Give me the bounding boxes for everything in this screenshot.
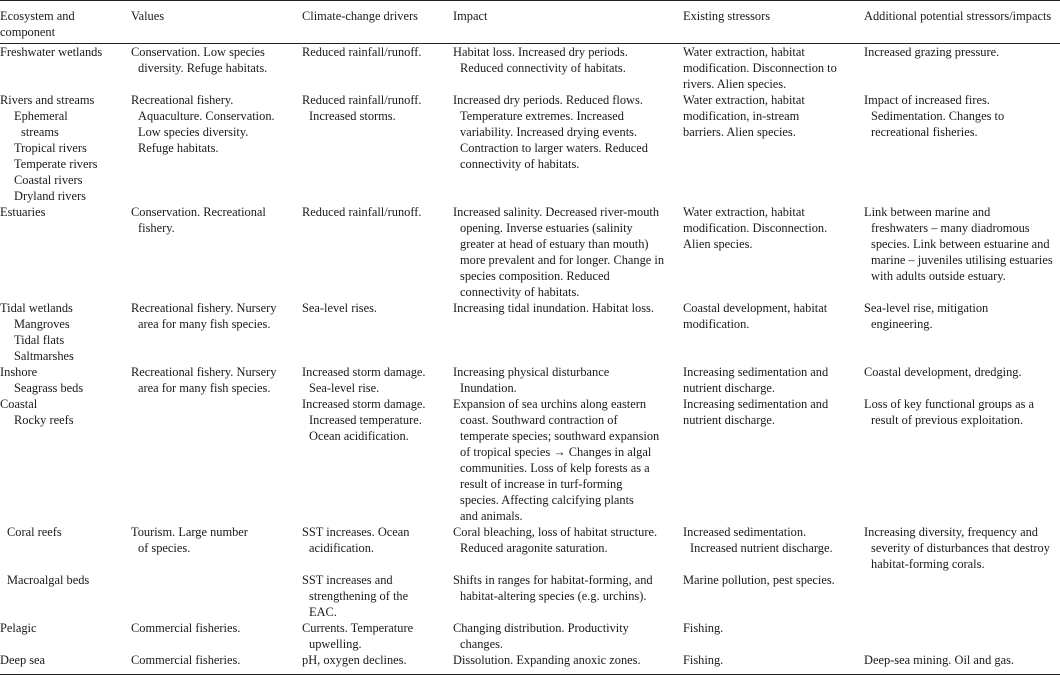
cell-line: Coastal development, dredging. — [864, 365, 1022, 379]
cell-line: Water extraction, habitat — [683, 93, 805, 107]
cell-line: Saltmarshes — [14, 349, 74, 363]
cell-line: Water extraction, habitat — [683, 45, 805, 59]
cell-line: Impact of increased fires. — [864, 93, 990, 107]
cell-line: Increased dry periods. Reduced flows. — [453, 93, 643, 107]
cell-line: habitat-altering species (e.g. urchins). — [460, 589, 647, 603]
cell-line: strengthening of the — [309, 589, 409, 603]
cell-line: Increasing physical disturbance — [453, 365, 610, 379]
cell-line: Mangroves — [14, 317, 70, 331]
cell-line: Recreational fishery. Nursery — [131, 365, 277, 379]
cell-impact — [453, 204, 683, 300]
cell-existing-stressors — [683, 364, 864, 396]
cell-line: species. Affecting calcifying plants — [460, 493, 634, 507]
cell-line: species composition. Reduced — [460, 269, 610, 283]
header-drivers — [302, 1, 453, 44]
cell-line: Loss of key functional groups as a — [864, 397, 1034, 411]
cell-line: Increasing sedimentation and — [683, 397, 829, 411]
cell-line: freshwaters – many diadromous — [871, 221, 1030, 235]
cell-existing-stressors — [683, 572, 864, 620]
cell-impact — [453, 620, 683, 652]
cell-drivers — [302, 620, 453, 652]
cell-ecosystem — [0, 396, 131, 524]
cell-impact — [453, 396, 683, 524]
cell-values — [131, 364, 302, 396]
cell-line: Reduced rainfall/runoff. — [302, 93, 422, 107]
cell-line: Seagrass beds — [14, 381, 84, 395]
cell-existing-stressors — [683, 300, 864, 364]
cell-line: Link between marine and — [864, 205, 991, 219]
cell-line: Inundation. — [460, 381, 517, 395]
header-ecosystem — [0, 1, 131, 44]
cell-drivers — [302, 44, 453, 93]
cell-line: species. Link between estuarine and — [871, 237, 1050, 251]
cell-additional-stressors — [864, 620, 1060, 652]
header-text: component — [0, 25, 56, 39]
cell-values — [131, 620, 302, 652]
cell-additional-stressors — [864, 572, 1060, 620]
cell-line: fishery. — [138, 221, 175, 235]
cell-line: streams — [21, 125, 59, 139]
cell-line: Freshwater wetlands — [0, 45, 103, 59]
cell-line: EAC. — [309, 605, 337, 619]
cell-drivers — [302, 652, 453, 674]
cell-line: Increased salinity. Decreased river-mouth — [453, 205, 660, 219]
cell-line: Increased nutrient discharge. — [690, 541, 833, 555]
cell-line: Coral bleaching, loss of habitat structure. — [453, 525, 658, 539]
cell-line: Commercial fisheries. — [131, 653, 241, 667]
cell-line: Refuge habitats. — [138, 141, 219, 155]
cell-line: modification, in-stream — [683, 109, 800, 123]
cell-ecosystem — [0, 300, 131, 364]
cell-line: recreational fisheries. — [871, 125, 978, 139]
table-row — [0, 204, 1060, 300]
cell-line: Changing distribution. Productivity — [453, 621, 629, 635]
cell-line: Recreational fishery. Nursery — [131, 301, 277, 315]
table-row — [0, 396, 1060, 524]
cell-line: Currents. Temperature — [302, 621, 414, 635]
cell-line: Recreational fishery. — [131, 93, 234, 107]
cell-line: engineering. — [871, 317, 933, 331]
cell-additional-stressors — [864, 92, 1060, 204]
cell-line: Marine pollution, pest species. — [683, 573, 835, 587]
cell-impact — [453, 524, 683, 572]
header-text: Additional potential stressors/impacts — [864, 9, 1052, 23]
cell-impact — [453, 652, 683, 674]
cell-line: Increasing diversity, frequency and — [864, 525, 1038, 539]
cell-line: area for many fish species. — [138, 381, 271, 395]
cell-line: Rivers and streams — [0, 93, 95, 107]
cell-line: Rocky reefs — [14, 413, 74, 427]
header-text: Ecosystem and — [0, 9, 75, 23]
cell-line: Increased grazing pressure. — [864, 45, 1000, 59]
cell-line: Deep sea — [0, 653, 46, 667]
cell-drivers — [302, 524, 453, 572]
cell-line: Tropical rivers — [14, 141, 87, 155]
cell-line: Sedimentation. Changes to — [871, 109, 1005, 123]
cell-ecosystem — [0, 44, 131, 93]
cell-line: barriers. Alien species. — [683, 125, 796, 139]
cell-ecosystem — [0, 364, 131, 396]
cell-values — [131, 652, 302, 674]
header-values — [131, 1, 302, 44]
cell-existing-stressors — [683, 524, 864, 572]
cell-impact — [453, 572, 683, 620]
cell-line: more prevalent and for longer. Change in — [460, 253, 665, 267]
cell-line: variability. Increased drying events. — [460, 125, 638, 139]
table-row — [0, 652, 1060, 674]
cell-line: marine – juveniles utilising estuaries — [871, 253, 1053, 267]
cell-ecosystem — [0, 92, 131, 204]
cell-values — [131, 44, 302, 93]
cell-line: Increasing sedimentation and — [683, 365, 829, 379]
header-text: Impact — [453, 9, 488, 23]
cell-line: Reduced rainfall/runoff. — [302, 45, 422, 59]
cell-line: Reduced rainfall/runoff. — [302, 205, 422, 219]
cell-line: Aquaculture. Conservation. — [138, 109, 275, 123]
cell-line: Pelagic — [0, 621, 37, 635]
header-text: Existing stressors — [683, 9, 771, 23]
cell-line: nutrient discharge. — [683, 413, 775, 427]
cell-line: modification. Disconnection. — [683, 221, 828, 235]
cell-drivers — [302, 572, 453, 620]
cell-ecosystem — [0, 524, 131, 572]
cell-existing-stressors — [683, 652, 864, 674]
cell-line: Dissolution. Expanding anoxic zones. — [453, 653, 641, 667]
cell-line: Contraction to larger waters. Reduced — [460, 141, 648, 155]
cell-line: modification. — [683, 317, 750, 331]
cell-line: connectivity of habitats. — [460, 285, 580, 299]
cell-line: Reduced connectivity of habitats. — [460, 61, 626, 75]
cell-line: Increased storm damage. — [302, 365, 426, 379]
cell-line: rivers. Alien species. — [683, 77, 787, 91]
table-row — [0, 524, 1060, 572]
cell-drivers — [302, 300, 453, 364]
cell-line: Sea-level rise, mitigation — [864, 301, 989, 315]
cell-line: Coastal development, habitat — [683, 301, 828, 315]
table-row — [0, 620, 1060, 652]
header-text: Values — [131, 9, 165, 23]
header-impact — [453, 1, 683, 44]
cell-existing-stressors — [683, 620, 864, 652]
cell-line: acidification. — [309, 541, 375, 555]
cell-line: Increased storm damage. — [302, 397, 426, 411]
cell-drivers — [302, 204, 453, 300]
cell-line: Dryland rivers — [14, 189, 86, 203]
cell-line: Coral reefs — [7, 525, 62, 539]
cell-line: Fishing. — [683, 621, 724, 635]
cell-impact — [453, 44, 683, 93]
cell-line: SST increases. Ocean — [302, 525, 410, 539]
cell-values — [131, 92, 302, 204]
cell-line: area for many fish species. — [138, 317, 271, 331]
cell-ecosystem — [0, 620, 131, 652]
cell-ecosystem — [0, 204, 131, 300]
cell-values — [131, 300, 302, 364]
cell-line: Alien species. — [683, 237, 753, 251]
cell-drivers — [302, 364, 453, 396]
cell-line: Conservation. Recreational — [131, 205, 266, 219]
table-row — [0, 572, 1060, 620]
cell-line: of tropical species → Changes in algal — [460, 445, 652, 459]
cell-line: connectivity of habitats. — [460, 157, 580, 171]
cell-drivers — [302, 396, 453, 524]
cell-line: diversity. Refuge habitats. — [138, 61, 268, 75]
cell-line: temperate species; southward expansion — [460, 429, 660, 443]
cell-line: greater at head of estuary than mouth) — [460, 237, 649, 251]
cell-line: Tidal wetlands — [0, 301, 73, 315]
cell-line: Reduced aragonite saturation. — [460, 541, 608, 555]
cell-line: Habitat loss. Increased dry periods. — [453, 45, 628, 59]
cell-line: Increased storms. — [309, 109, 396, 123]
cell-line: SST increases and — [302, 573, 393, 587]
cell-line: Coastal rivers — [14, 173, 83, 187]
cell-line: result of increase in turf-forming — [460, 477, 623, 491]
cell-line: with adults outside estuary. — [871, 269, 1006, 283]
cell-line: pH, oxygen declines. — [302, 653, 407, 667]
cell-values — [131, 572, 302, 620]
cell-line: Inshore — [0, 365, 38, 379]
header-text: Climate-change drivers — [302, 9, 418, 23]
cell-existing-stressors — [683, 204, 864, 300]
cell-drivers — [302, 92, 453, 204]
cell-line: upwelling. — [309, 637, 362, 651]
table-row — [0, 300, 1060, 364]
cell-line: Increased temperature. — [309, 413, 422, 427]
table-body — [0, 44, 1060, 675]
cell-existing-stressors — [683, 396, 864, 524]
cell-line: Temperature extremes. Increased — [460, 109, 624, 123]
cell-existing-stressors — [683, 92, 864, 204]
cell-additional-stressors — [864, 364, 1060, 396]
header-additional-stressors — [864, 1, 1060, 44]
cell-line: Shifts in ranges for habitat-forming, and — [453, 573, 653, 587]
cell-line: modification. Disconnection to — [683, 61, 837, 75]
cell-line: result of previous exploitation. — [871, 413, 1024, 427]
cell-line: Ephemeral — [14, 109, 68, 123]
cell-impact — [453, 300, 683, 364]
cell-line: Ocean acidification. — [309, 429, 409, 443]
cell-line: Water extraction, habitat — [683, 205, 805, 219]
cell-line: Deep-sea mining. Oil and gas. — [864, 653, 1015, 667]
cell-line: Low species diversity. — [138, 125, 249, 139]
cell-ecosystem — [0, 652, 131, 674]
cell-line: and animals. — [460, 509, 523, 523]
cell-ecosystem — [0, 572, 131, 620]
cell-line: Conservation. Low species — [131, 45, 265, 59]
header-row — [0, 1, 1060, 44]
cell-line: Commercial fisheries. — [131, 621, 241, 635]
cell-line: Increasing tidal inundation. Habitat loss. — [453, 301, 654, 315]
cell-line: opening. Inverse estuaries (salinity — [460, 221, 633, 235]
cell-additional-stressors — [864, 300, 1060, 364]
cell-impact — [453, 364, 683, 396]
cell-line: Tidal flats — [14, 333, 65, 347]
cell-values — [131, 396, 302, 524]
cell-line: of species. — [138, 541, 191, 555]
cell-existing-stressors — [683, 44, 864, 93]
cell-line: habitat-forming corals. — [871, 557, 985, 571]
cell-line: Estuaries — [0, 205, 46, 219]
cell-additional-stressors — [864, 44, 1060, 93]
cell-line: Macroalgal beds — [7, 573, 90, 587]
cell-additional-stressors — [864, 652, 1060, 674]
cell-additional-stressors — [864, 204, 1060, 300]
cell-line: coast. Southward contraction of — [460, 413, 618, 427]
cell-impact — [453, 92, 683, 204]
cell-line: Increased sedimentation. — [683, 525, 807, 539]
table-row — [0, 364, 1060, 396]
cell-line: severity of disturbances that destroy — [871, 541, 1050, 555]
cell-line: communities. Loss of kelp forests as a — [460, 461, 650, 475]
table-row — [0, 44, 1060, 93]
cell-line: Expansion of sea urchins along eastern — [453, 397, 647, 411]
cell-line: Fishing. — [683, 653, 724, 667]
cell-line: Sea-level rises. — [302, 301, 378, 315]
cell-line: changes. — [460, 637, 504, 651]
cell-line: Sea-level rise. — [309, 381, 380, 395]
header-existing-stressors — [683, 1, 864, 44]
cell-line: Temperate rivers — [14, 157, 98, 171]
cell-additional-stressors — [864, 524, 1060, 572]
cell-line: Tourism. Large number — [131, 525, 248, 539]
table-row — [0, 92, 1060, 204]
cell-line: nutrient discharge. — [683, 381, 775, 395]
cell-additional-stressors — [864, 396, 1060, 524]
cell-values — [131, 524, 302, 572]
cell-values — [131, 204, 302, 300]
cell-line: Coastal — [0, 397, 38, 411]
